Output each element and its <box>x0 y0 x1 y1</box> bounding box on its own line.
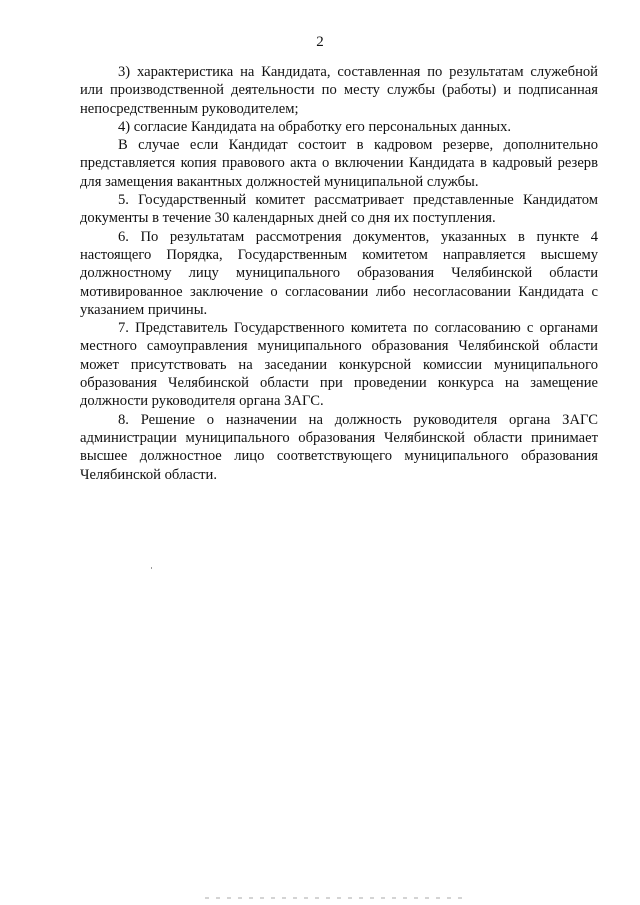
document-body <box>80 63 598 484</box>
paragraph-item-3: 3) характеристика на Кандидата, составленная по результатам служебной или производственной деятельности по месту службы (работы) и подписанная непосредственным руководителем; <box>80 64 598 117</box>
paragraph-7: 7. Представитель Государственного комитета по согласованию с органами местного самоуправления муниципального образования Челябинской области может присутствовать на заседании конкурсной комиссии муниципального образования Челябинской области при проведении конкурса на замещение должности руководителя органа ЗАГС. <box>80 320 598 410</box>
paragraph-5: 5. Государственный комитет рассматривает представленные Кандидатом документы в течение 30 календарных дней со дня их поступления. <box>80 192 598 227</box>
page-number: 2 <box>316 34 324 50</box>
paragraph-reserve-note: В случае если Кандидат состоит в кадровом резерве, дополнительно представляется копия правового акта о включении Кандидата в кадровый резерв для замещения вакантных должностей муниципальной службы. <box>80 137 598 190</box>
paragraph-8: 8. Решение о назначении на должность руководителя органа ЗАГС администрации муниципального образования Челябинской области принимает высшее должностное лицо соответствующего муниципального образования Челябинской области. <box>80 411 598 483</box>
scan-artifact-bottom-edge <box>205 897 465 899</box>
scan-artifact-dot <box>151 567 152 569</box>
paragraph-6: 6. По результатам рассмотрения документов, указанных в пункте 4 настоящего Порядка, Государственным комитетом направляется высшему должностному лицу муниципального образования Челябинской области мотивированное заключение о согласовании либо несогласовании Кандидата с указанием причины. <box>80 228 598 318</box>
paragraph-item-4: 4) согласие Кандидата на обработку его персональных данных. <box>118 118 512 135</box>
